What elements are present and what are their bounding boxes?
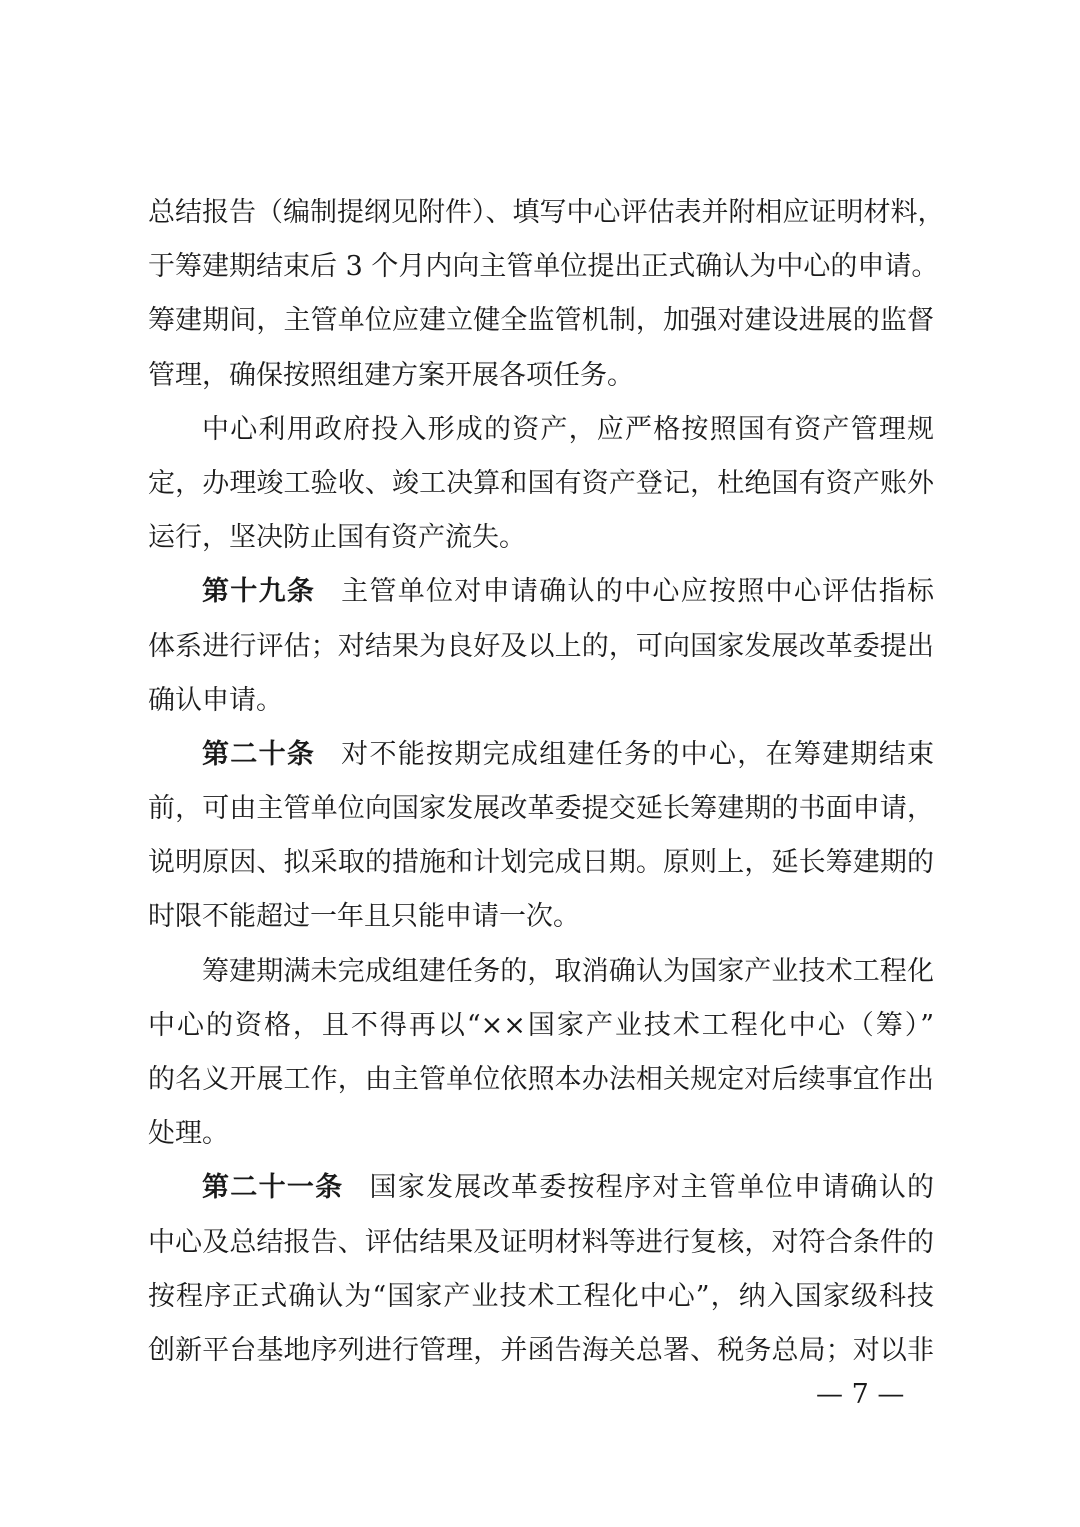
text-line [148, 403, 934, 457]
line-text: 总结报告（编制提纲见附件）、填写中心评估表并附相应证明材料， [148, 197, 945, 228]
line-text: 于筹建期结束后 3 个月内向主管单位提出正式确认为中心的申请。 [148, 251, 939, 283]
text-line [148, 890, 934, 944]
article-heading: 第二十一条 [202, 1172, 344, 1204]
line-text: 筹建期间，主管单位应建立健全监管机制，加强对建设进展的监督 [148, 305, 934, 337]
text-line [148, 728, 934, 782]
text-line [148, 457, 934, 511]
article-heading: 第二十条 [202, 738, 316, 770]
text-line [148, 1053, 934, 1107]
text-line [148, 240, 939, 294]
text-line [148, 349, 934, 403]
text-line [148, 565, 934, 619]
text-line [148, 186, 945, 240]
line-text: 创新平台基地序列进行管理，并函告海关总署、税务总局；对以非 [148, 1334, 934, 1366]
line-text: 管理，确保按照组建方案开展各项任务。 [148, 359, 634, 391]
text-line [148, 1161, 934, 1215]
text-line [148, 836, 934, 890]
line-text: 确认申请。 [148, 684, 283, 716]
line-text: 主管单位对申请确认的中心应按照中心评估指标 [341, 576, 935, 608]
page-number: — 7 — [816, 1379, 905, 1410]
line-text: 中心利用政府投入形成的资产，应严格按照国有资产管理规 [202, 413, 934, 445]
text-line [148, 782, 934, 836]
line-text: 对不能按期完成组建任务的中心，在筹建期结束 [341, 738, 935, 770]
text-line [148, 1107, 934, 1161]
text-line [148, 1324, 934, 1378]
document-body [148, 186, 945, 1378]
text-line [148, 1216, 934, 1270]
line-text: 中心及总结报告、评估结果及证明材料等进行复核，对符合条件的 [148, 1226, 934, 1258]
line-text: 国家发展改革委按程序对主管单位申请确认的 [369, 1172, 935, 1204]
line-text: 处理。 [148, 1118, 229, 1150]
line-text: 定，办理竣工验收、竣工决算和国有资产登记，杜绝国有资产账外 [148, 467, 934, 499]
line-text: 时限不能超过一年且只能申请一次。 [148, 901, 580, 933]
text-line [148, 294, 934, 348]
line-text: 中心的资格，且不得再以“××国家产业技术工程化中心（筹）” [148, 1009, 934, 1041]
text-line [148, 1270, 934, 1324]
text-line [148, 999, 934, 1053]
text-line [148, 620, 934, 674]
text-line [148, 945, 934, 999]
line-text: 筹建期满未完成组建任务的，取消确认为国家产业技术工程化 [202, 955, 934, 987]
line-text: 说明原因、拟采取的措施和计划完成日期。原则上，延长筹建期的 [148, 847, 934, 879]
line-text: 体系进行评估；对结果为良好及以上的，可向国家发展改革委提出 [148, 630, 934, 662]
article-heading: 第十九条 [202, 576, 316, 608]
line-text: 前，可由主管单位向国家发展改革委提交延长筹建期的书面申请， [148, 793, 934, 825]
line-text: 的名义开展工作，由主管单位依照本办法相关规定对后续事宜作出 [148, 1064, 934, 1095]
text-line [148, 674, 934, 728]
line-text: 按程序正式确认为“国家产业技术工程化中心”，纳入国家级科技 [148, 1280, 934, 1312]
line-text: 运行，坚决防止国有资产流失。 [148, 522, 526, 554]
text-line [148, 511, 934, 565]
